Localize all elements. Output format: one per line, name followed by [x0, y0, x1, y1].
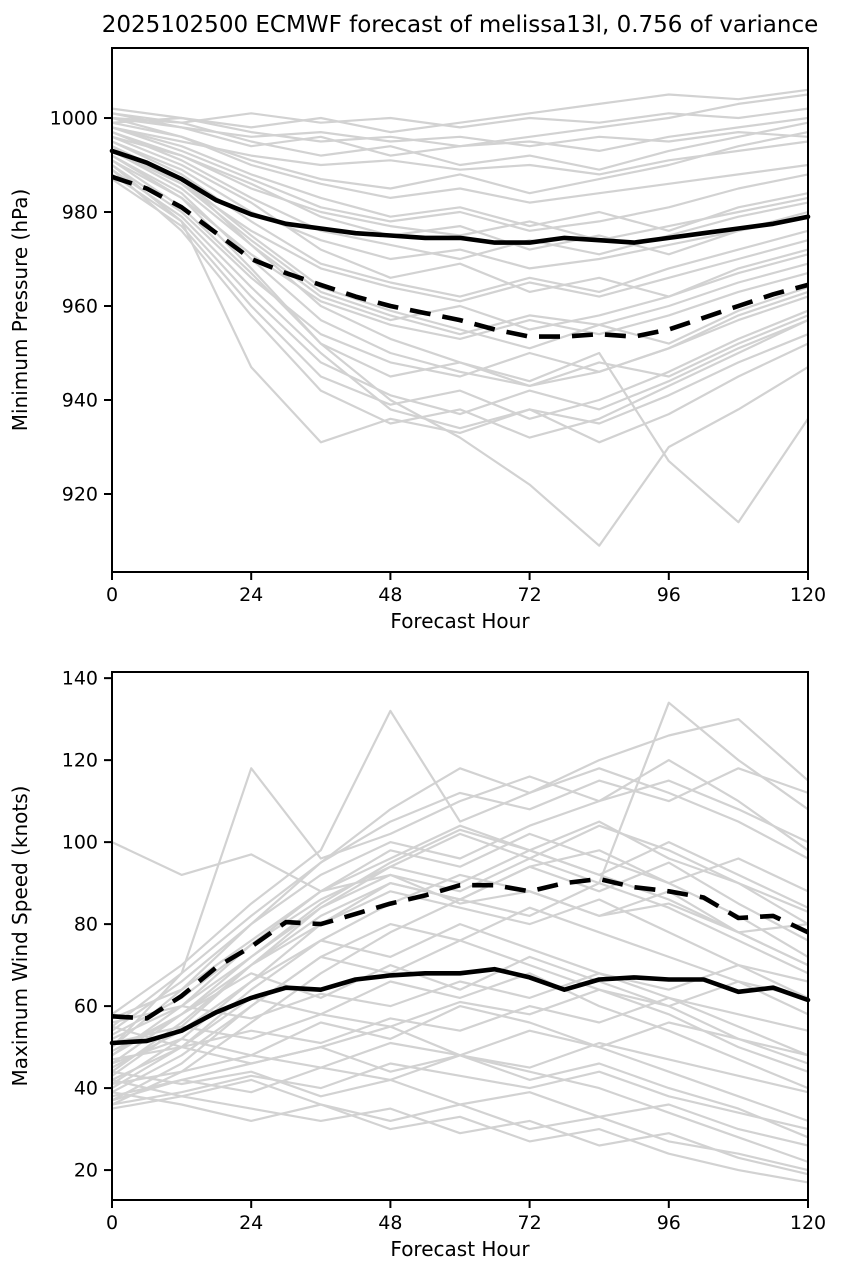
y-tick-label: 1000 [49, 107, 98, 130]
ensemble-member-line [112, 179, 808, 419]
y-tick-label: 100 [61, 831, 98, 854]
y-tick-label: 20 [73, 1159, 98, 1182]
x-tick-label: 24 [239, 1212, 264, 1234]
wind-x-axis-label: Forecast Hour [390, 1237, 530, 1261]
y-tick-label: 920 [61, 483, 98, 506]
figure-title: 2025102500 ECMWF forecast of melissa13l, 0.756 of variance [101, 12, 819, 38]
ensemble-member-line [112, 941, 808, 1093]
x-tick-label: 48 [378, 584, 403, 606]
wind-y-axis-label: Maximum Wind Speed (knots) [8, 785, 32, 1087]
x-tick-label: 0 [105, 584, 119, 606]
pressure-x-axis-label: Forecast Hour [390, 609, 530, 633]
ensemble-member-line [112, 1027, 808, 1138]
x-tick-label: 0 [105, 1212, 119, 1234]
x-tick-label: 24 [239, 584, 264, 606]
y-tick-label: 40 [73, 1077, 98, 1100]
y-tick-label: 980 [61, 201, 98, 224]
ensemble-member-line [112, 1092, 808, 1182]
y-tick-label: 140 [61, 667, 98, 690]
x-tick-label: 72 [517, 1212, 542, 1234]
ensemble-member-line [112, 1064, 808, 1130]
x-tick-label: 120 [789, 584, 827, 606]
wind-chart [62, 668, 826, 1234]
y-tick-label: 940 [61, 389, 98, 412]
y-tick-label: 120 [61, 749, 98, 772]
ensemble-member-line [112, 1072, 808, 1146]
y-tick-label: 960 [61, 295, 98, 318]
x-tick-label: 48 [378, 1212, 403, 1234]
y-tick-label: 60 [73, 995, 98, 1018]
y-tick-label: 80 [73, 913, 98, 936]
x-tick-label: 96 [656, 584, 681, 606]
pressure-chart [50, 48, 826, 606]
axes-spine [112, 672, 808, 1200]
x-tick-label: 120 [789, 1212, 827, 1234]
pressure-y-axis-label: Minimum Pressure (hPa) [8, 188, 32, 432]
x-tick-label: 72 [517, 584, 542, 606]
x-tick-label: 96 [656, 1212, 681, 1234]
ensemble-member-line [112, 156, 808, 546]
